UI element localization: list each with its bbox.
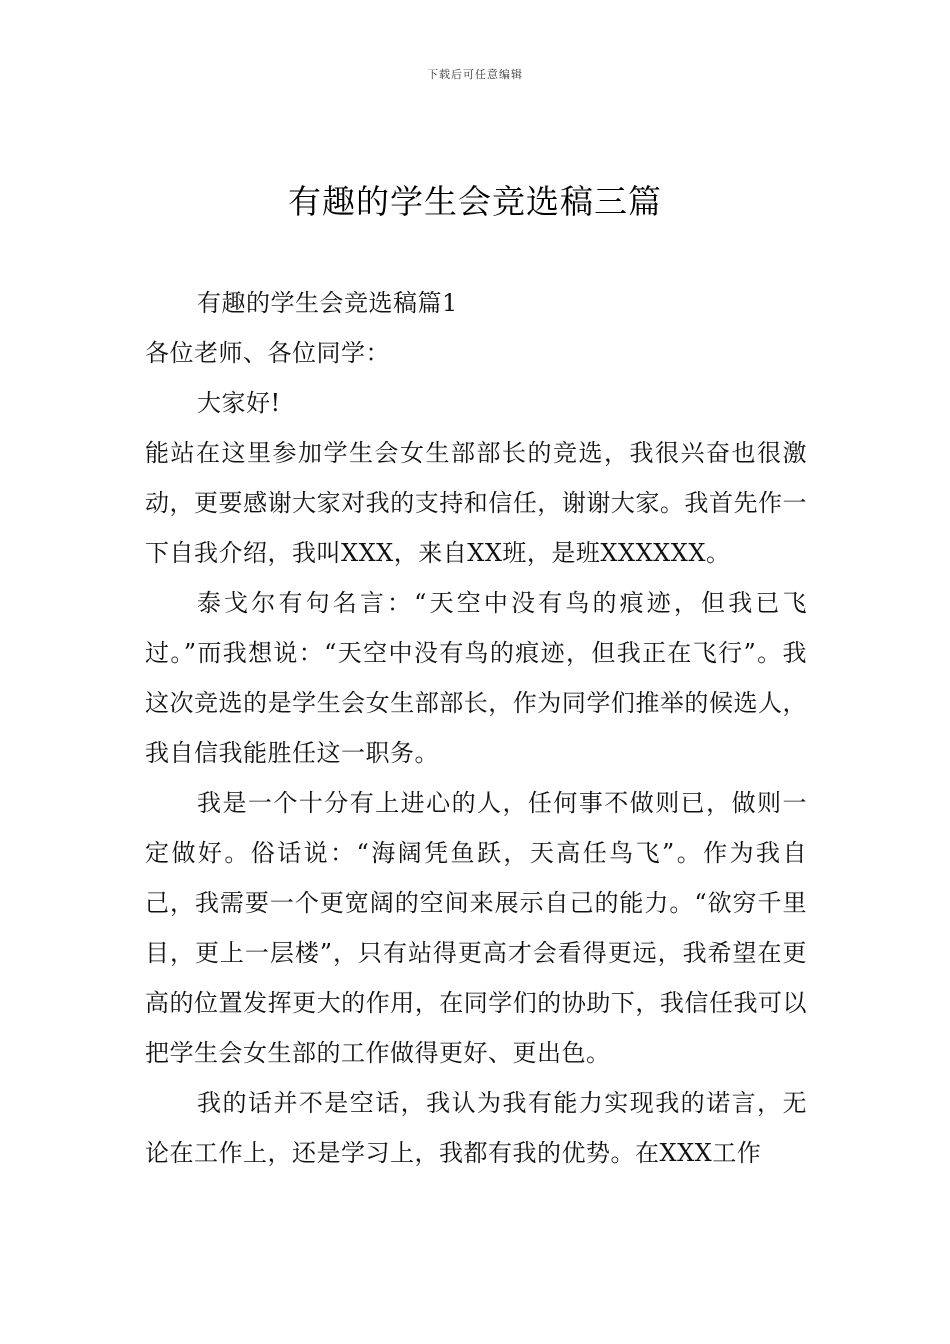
- document-title: 有趣的学生会竞选稿三篇: [288, 182, 662, 221]
- greeting: 大家好!: [197, 389, 281, 417]
- salutation: 各位老师、各位同学：: [145, 339, 390, 367]
- paragraph: 能站在这里参加学生会女生部部长的竞选，我很兴奋也很激动，更要感谢大家对我的支持和信任，谢谢大家。我首先作一下自我介绍，我叫XXX，来自XX班，是班XXXXXX。: [145, 439, 807, 567]
- document-body: [145, 278, 807, 1178]
- paragraph: 泰戈尔有句名言：“天空中没有鸟的痕迹，但我已飞过。”而我想说：“天空中没有鸟的痕迹，但我正在飞行”。我这次竞选的是学生会女生部部长，作为同学们推举的候选人，我自信我能胜任这一职务。: [145, 589, 807, 767]
- header-note: 下载后可任意编辑: [427, 68, 523, 81]
- paragraph: 我是一个十分有上进心的人，任何事不做则已，做则一定做好。俗话说：“海阔凭鱼跃，天高任鸟飞”。作为我自己，我需要一个更宽阔的空间来展示自己的能力。“欲穷千里目，更上一层楼”，只有站得更高才会看得更远，我希望在更高的位置发挥更大的作用，在同学们的协助下，我信任我可以把学生会女生部的工作做得更好、更出色。: [145, 789, 807, 1067]
- section-heading: 有趣的学生会竞选稿篇1: [197, 289, 458, 317]
- paragraph: 我的话并不是空话，我认为我有能力实现我的诺言，无论在工作上，还是学习上，我都有我的优势。在XXX工作: [145, 1089, 807, 1167]
